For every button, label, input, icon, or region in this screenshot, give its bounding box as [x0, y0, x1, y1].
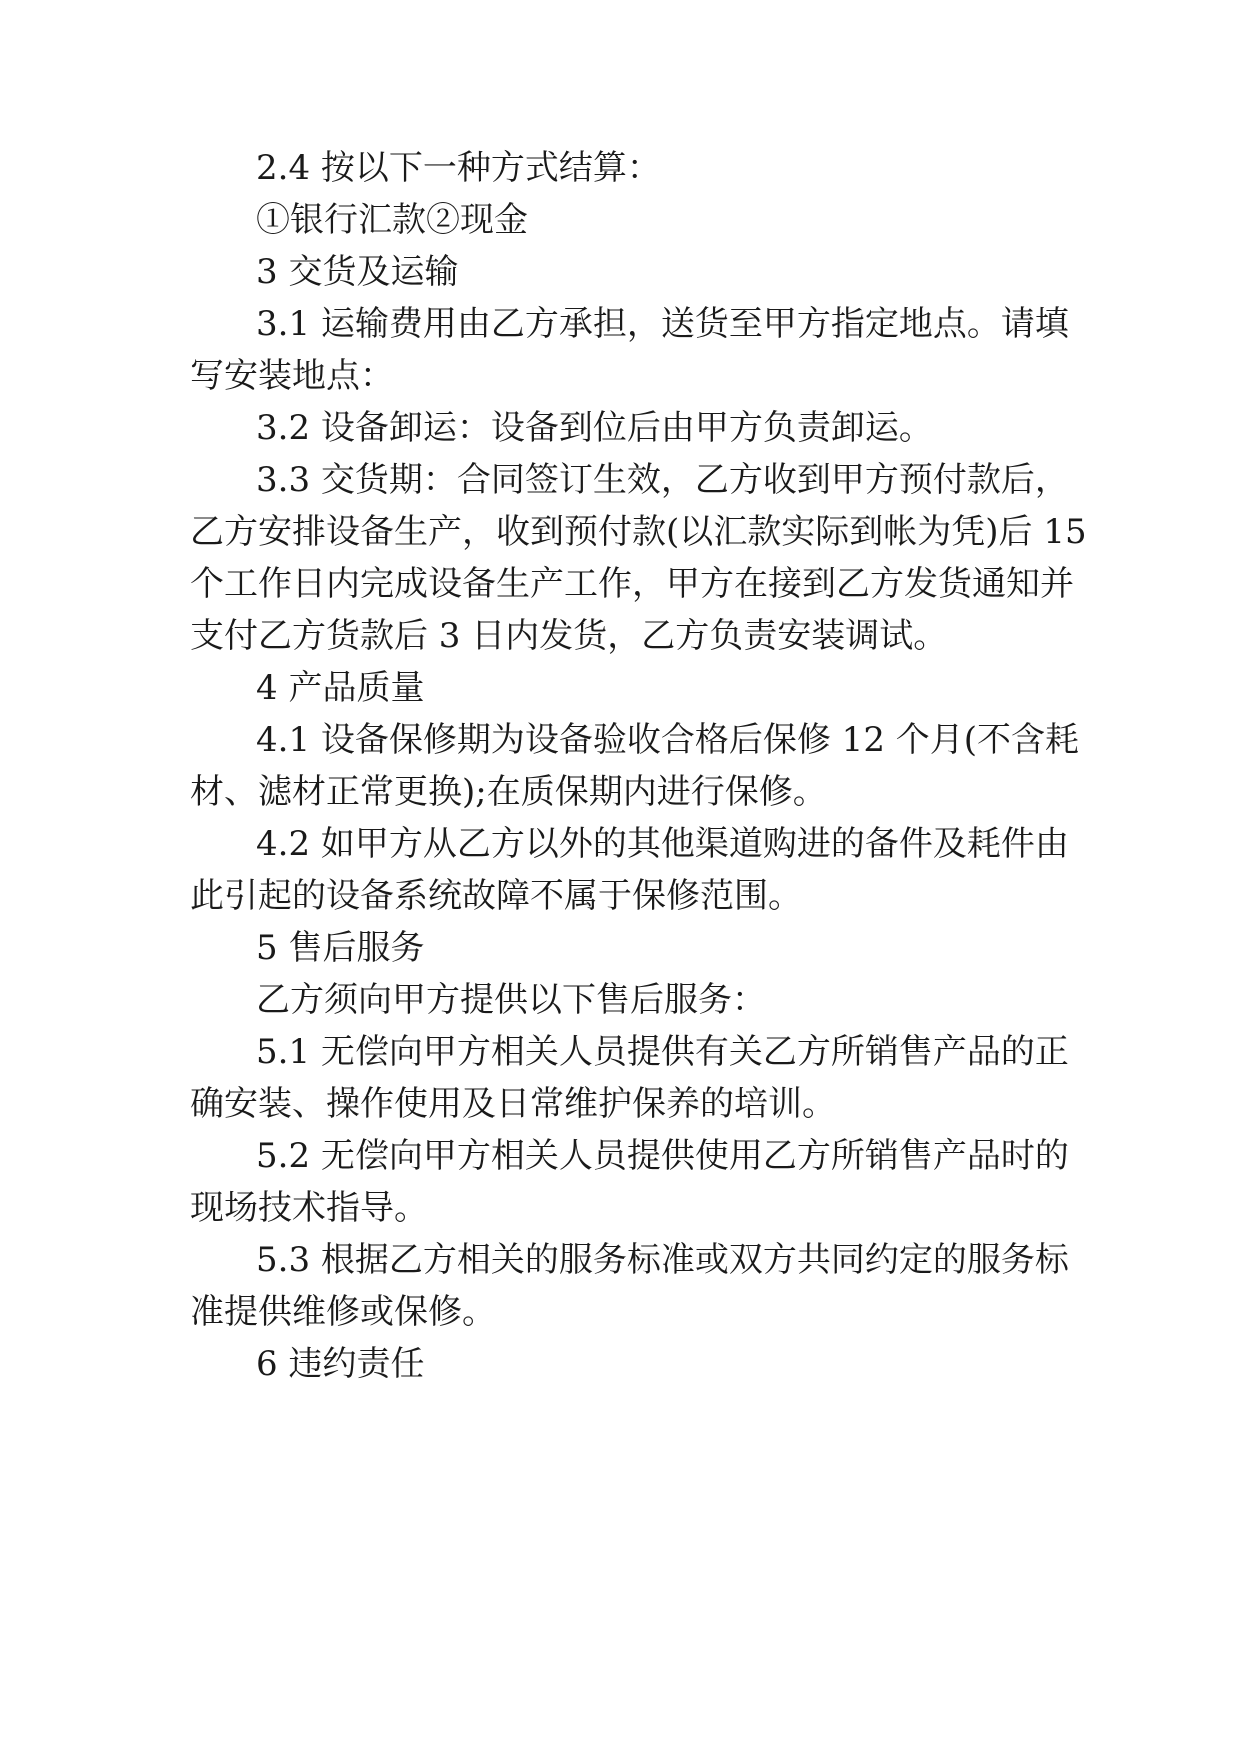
clause-4-2-line-2: 此引起的设备系统故障不属于保修范围。 — [190, 876, 802, 916]
clause-3-3-line-2: 乙方安排设备生产，收到预付款(以汇款实际到帐为凭)后 15 — [190, 512, 1087, 552]
clause-4-1-line-2: 材、滤材正常更换);在质保期内进行保修。 — [190, 772, 827, 812]
clause-3-2: 3.2 设备卸运：设备到位后由甲方负责卸运。 — [256, 408, 933, 448]
clause-2-4-options: ①银行汇款②现金 — [256, 200, 528, 240]
clause-5-2-line-2: 现场技术指导。 — [190, 1188, 428, 1228]
section-heading-5: 5 售后服务 — [256, 928, 425, 968]
clause-3-3-line-1: 3.3 交货期：合同签订生效，乙方收到甲方预付款后， — [256, 460, 1069, 500]
clause-3-3-line-3: 个工作日内完成设备生产工作，甲方在接到乙方发货通知并 — [190, 564, 1074, 604]
clause-3-1-line-2: 写安装地点： — [190, 356, 394, 396]
clause-5-1-line-2: 确安装、操作使用及日常维护保养的培训。 — [190, 1084, 836, 1124]
clause-5-3-line-2: 准提供维修或保修。 — [190, 1292, 496, 1332]
clause-4-2-line-1: 4.2 如甲方从乙方以外的其他渠道购进的备件及耗件由 — [256, 824, 1069, 864]
clause-5-2-line-1: 5.2 无偿向甲方相关人员提供使用乙方所销售产品时的 — [256, 1136, 1069, 1176]
clause-2-4: 2.4 按以下一种方式结算： — [256, 148, 661, 188]
clause-3-3-line-4: 支付乙方货款后 3 日内发货，乙方负责安装调试。 — [190, 616, 948, 656]
clause-5-intro: 乙方须向甲方提供以下售后服务： — [256, 980, 766, 1020]
clause-3-1-line-1: 3.1 运输费用由乙方承担，送货至甲方指定地点。请填 — [256, 304, 1069, 344]
clause-4-1-line-1: 4.1 设备保修期为设备验收合格后保修 12 个月(不含耗 — [256, 720, 1080, 760]
section-heading-3: 3 交货及运输 — [256, 252, 459, 292]
clause-5-1-line-1: 5.1 无偿向甲方相关人员提供有关乙方所销售产品的正 — [256, 1032, 1069, 1072]
section-heading-6: 6 违约责任 — [256, 1344, 425, 1384]
clause-5-3-line-1: 5.3 根据乙方相关的服务标准或双方共同约定的服务标 — [256, 1240, 1069, 1280]
section-heading-4: 4 产品质量 — [256, 668, 425, 708]
